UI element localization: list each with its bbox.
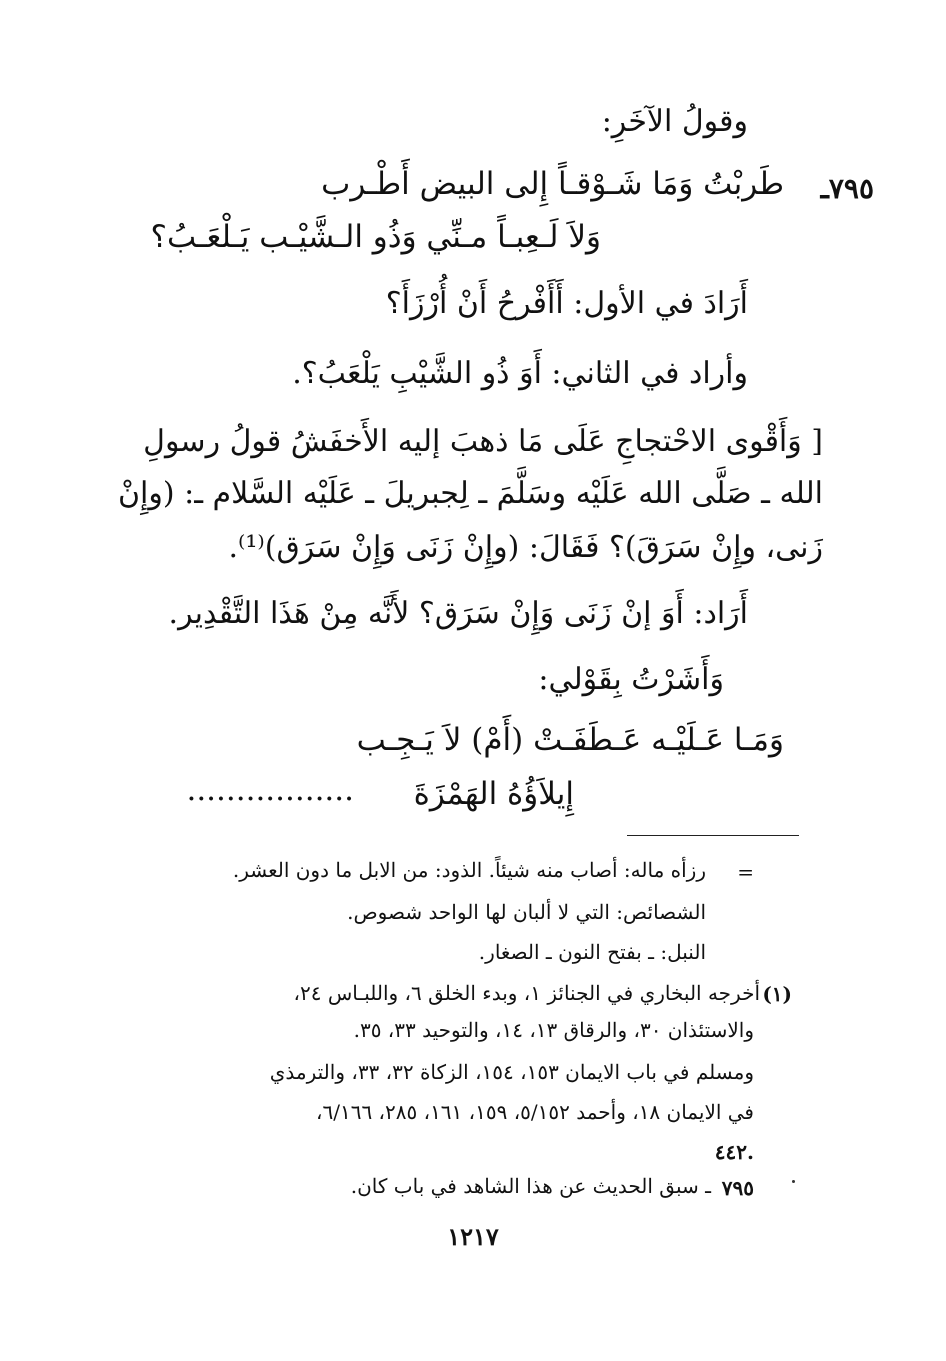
footnote-1-line-3: ومسلم في باب الايمان ١٥٣، ١٥٤، الزكاة ٣٢، ٣٣، والترمذي xyxy=(269,1060,754,1084)
poem-line-2-text: إِيلاَؤُهُ الهَمْزَةَ xyxy=(413,776,574,812)
verse-line-1: طَربْتُ وَمَا شَـوْقـاً إِلى البيض أَطْـرب xyxy=(321,166,784,202)
footnote-divider xyxy=(627,835,799,836)
paragraph-5: وَأَشَرْتُ بِقَوْلي: xyxy=(538,662,724,697)
footnote-2-number: ٧٩٥ xyxy=(721,1176,754,1200)
footnote-continuation-line-3: النبل: ـ بفتح النون ـ الصغار. xyxy=(478,940,706,964)
verse-line-2: وَلاَ لَـعِبـاً مـنِّي وَذُو الـشَّيْـب يَـلْعَـبُ؟ xyxy=(150,219,601,255)
footnote-1-number: (١) xyxy=(762,982,792,1006)
paragraph-3-line-2: الله ـ صَلَّى الله عَلَيْه وسَلَّمَ ـ لِجبريلَ ـ عَلَيْه السَّلام ـ: (وإِنْ xyxy=(118,476,823,511)
footnote-2-text: ـ سبق الحديث عن هذا الشاهد في باب كان. xyxy=(350,1174,711,1198)
footnote-continuation-line-2: الشصائص: التي لا ألبان لها الواحد شصوص. xyxy=(347,900,706,924)
stray-dot xyxy=(792,1180,795,1183)
footnote-continuation-line-1: رزأه ماله: أصاب منه شيئاً. الذود: من الابل ما دون العشر. xyxy=(232,858,706,882)
footnote-continuation-marker: = xyxy=(737,860,754,884)
verse-number: ٧٩٥ـ xyxy=(820,172,874,205)
footnote-1-line-2: والاستئذان ٣٠، والرقاق ١٣، ١٤، والتوحيد ٣٣، ٣٥. xyxy=(353,1018,754,1042)
paragraph-3-line-3: زَنى، وإِنْ سَرَقَ)؟ فَقَالَ: (وإِنْ زَنَى وَإِنْ سَرَق)⁽¹⁾. xyxy=(228,530,823,565)
poem-line-1: وَمَـا عَـلَيْـه عَـطَفَـتْ (أَمْ) لاَ يَـجِـب xyxy=(356,722,784,758)
paragraph-2: وأراد في الثاني: أَوَ ذُو الشَّيْبِ يَلْعَبُ؟. xyxy=(292,356,748,391)
page-number: ١٢١٧ xyxy=(447,1222,499,1251)
paragraph-3-line-1: [ وَأَقْوى الاحْتجاجِ عَلَى مَا ذهبَ إليه الأَخفَشُ قولُ رسولِ xyxy=(143,424,823,459)
footnote-1-line-4: في الايمان ١٨، وأحمد ٥/١٥٢، ١٥٩، ١٦١، ٢٨٥، ٦/١٦٦، xyxy=(316,1100,754,1124)
poem-line-2-dots: ................. xyxy=(186,772,354,808)
intro-line: وقولُ الآخَرِ: xyxy=(601,104,748,139)
paragraph-1: أَرَادَ في الأول: أَأَفْرحُ أَنْ أُرْزَأَ؟ xyxy=(385,286,748,321)
footnote-1-line-5: ٤٤٢. xyxy=(714,1140,754,1164)
footnote-1-line-1: أخرجه البخاري في الجنائز ١، وبدء الخلق ٦، واللبـاس ٢٤، xyxy=(293,981,760,1005)
paragraph-4: أَرَاد: أَوَ إنْ زَنَى وَإِنْ سَرَق؟ لأَنَّه مِنْ هَذَا التَّقْدِير. xyxy=(168,596,748,631)
